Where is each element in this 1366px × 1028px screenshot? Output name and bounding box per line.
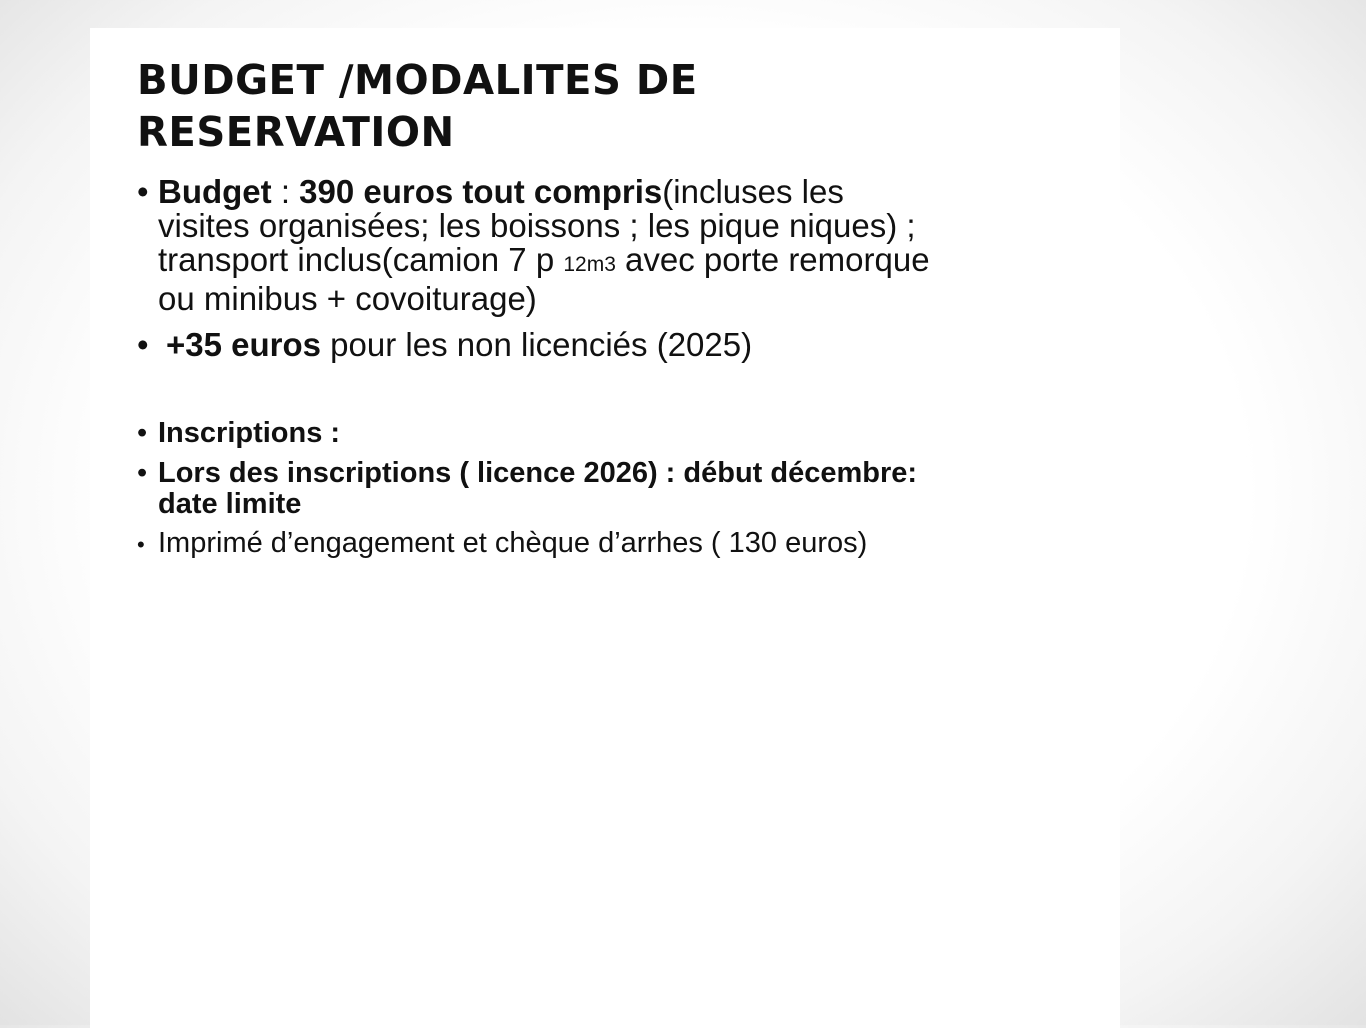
budget-line-1-rest: (incluses les <box>662 173 844 210</box>
registration-line-2: date limite <box>158 488 302 520</box>
registration-line-1: Lors des inscriptions ( licence 2026) : début décembre: <box>158 457 918 489</box>
budget-transport: transport inclus(camion 7 p <box>158 241 564 278</box>
budget-line-3 <box>158 243 1112 282</box>
extra-cost-line <box>166 326 1112 364</box>
extra-cost-text: pour les non licenciés (2025) <box>321 326 753 363</box>
extra-cost-item <box>137 326 1112 364</box>
budget-line-1 <box>158 175 1112 209</box>
deposit-item <box>137 526 1112 560</box>
bullet-marker: • <box>137 532 145 557</box>
title-line-2: RESERVATION <box>137 108 455 156</box>
title-line-1: BUDGET /MODALITES DE <box>137 56 698 104</box>
budget-item <box>137 175 1112 316</box>
bullet-marker: • <box>137 417 148 449</box>
budget-amount: 390 euros tout compris <box>299 173 663 210</box>
budget-line-4: ou minibus + covoiturage) <box>158 280 537 317</box>
slide-title <box>137 54 698 158</box>
bullet-marker: • <box>137 173 149 210</box>
bullet-marker: • <box>137 326 149 363</box>
budget-label: Budget <box>158 173 272 210</box>
bullet-list <box>137 175 1112 560</box>
budget-trailer: avec porte remorque <box>615 241 930 278</box>
budget-volume: 12m3 <box>563 253 616 276</box>
inscriptions-item <box>137 416 1112 450</box>
deposit-text: Imprimé d’engagement et chèque d’arrhes ( 130 euros) <box>158 527 868 559</box>
bullet-marker: • <box>137 457 148 489</box>
registration-item <box>137 458 1112 520</box>
extra-cost-amount: +35 euros <box>166 326 322 363</box>
budget-line-2: visites organisées; les boissons ; les pique niques) ; <box>158 207 916 244</box>
budget-separator: : <box>271 173 300 210</box>
inscriptions-heading: Inscriptions : <box>158 417 341 449</box>
